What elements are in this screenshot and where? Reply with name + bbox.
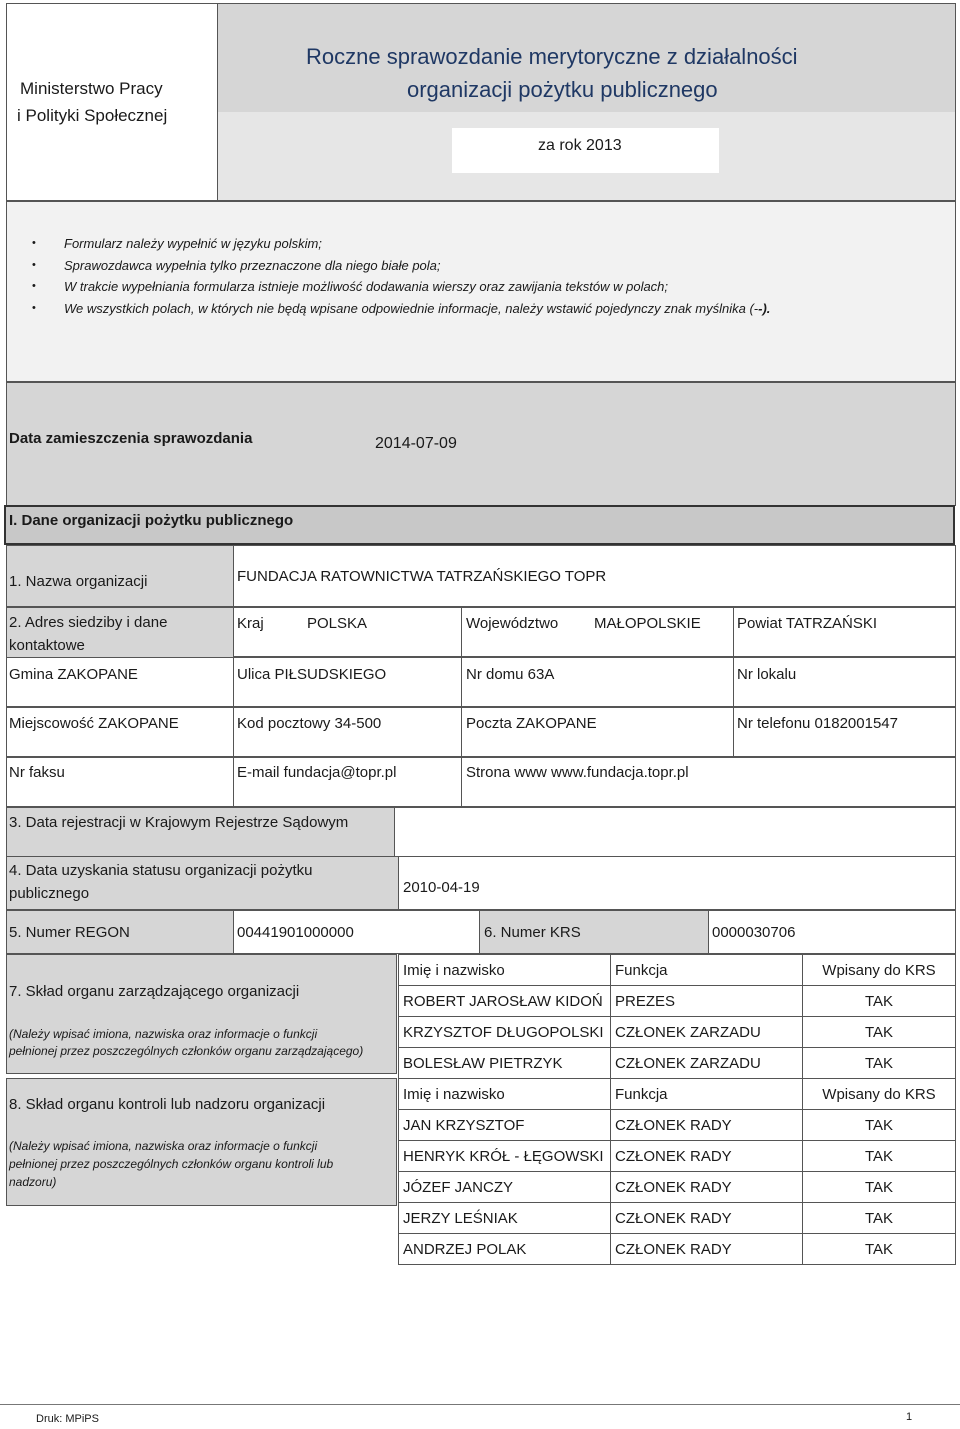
address-divider bbox=[733, 707, 734, 757]
country-label: Kraj bbox=[237, 615, 264, 632]
member-function[interactable]: CZŁONEK RADY bbox=[611, 1110, 803, 1141]
year-label: za rok 2013 bbox=[538, 137, 622, 154]
report-title-line2: organizacji pożytku publicznego bbox=[407, 77, 718, 102]
table-row bbox=[399, 1017, 956, 1048]
member-krs[interactable]: TAK bbox=[803, 986, 956, 1017]
supervisory-note-line1: (Należy wpisać imiona, nazwiska oraz informacje o funkcji bbox=[9, 1139, 318, 1153]
member-name[interactable]: ROBERT JAROSŁAW KIDOŃ bbox=[399, 986, 611, 1017]
table-row bbox=[399, 1110, 956, 1141]
voivodeship-label: Województwo bbox=[466, 615, 559, 632]
table-header-row bbox=[399, 955, 956, 986]
status-value-cell[interactable] bbox=[398, 856, 956, 910]
address-divider bbox=[461, 707, 462, 757]
member-krs[interactable]: TAK bbox=[803, 1234, 956, 1265]
krs-registration-label: 3. Data rejestracji w Krajowym Rejestrze Sądowym bbox=[9, 814, 349, 831]
member-function[interactable]: CZŁONEK RADY bbox=[611, 1203, 803, 1234]
member-krs[interactable]: TAK bbox=[803, 1048, 956, 1079]
member-krs[interactable]: TAK bbox=[803, 1203, 956, 1234]
instruction-item: • W trakcie wypełniania formularza istnieje możliwość dodawania wierszy oraz zawijania tekstów w polach; bbox=[32, 276, 770, 298]
krs-value: 0000030706 bbox=[712, 924, 796, 941]
address-divider bbox=[461, 757, 462, 807]
member-function[interactable]: CZŁONEK RADY bbox=[611, 1172, 803, 1203]
municipality-field: Gmina ZAKOPANE bbox=[9, 666, 138, 683]
board-note-line1: (Należy wpisać imiona, nazwiska oraz informacje o funkcji bbox=[9, 1027, 318, 1041]
member-krs[interactable]: TAK bbox=[803, 1172, 956, 1203]
regon-value: 00441901000000 bbox=[237, 924, 354, 941]
member-function[interactable]: CZŁONEK RADY bbox=[611, 1234, 803, 1265]
ministry-name-line1: Ministerstwo Pracy bbox=[20, 79, 163, 98]
member-name[interactable]: JERZY LEŚNIAK bbox=[399, 1203, 611, 1234]
publication-date-label: Data zamieszczenia sprawozdania bbox=[9, 430, 253, 447]
ministry-box bbox=[6, 3, 218, 201]
board-title: 7. Skład organu zarządzającego organizacji bbox=[9, 983, 300, 1000]
instruction-item: • Sprawozdawca wypełnia tylko przeznaczone dla niego białe pola; bbox=[32, 255, 770, 277]
supervisory-title: 8. Skład organu kontroli lub nadzoru organizacji bbox=[9, 1096, 326, 1113]
house-number-field: Nr domu 63A bbox=[466, 666, 555, 683]
board-note-line2: pełnionej przez poszczególnych członków organu zarządzającego) bbox=[9, 1044, 364, 1058]
instruction-item bbox=[32, 298, 770, 320]
city-field: Miejscowość ZAKOPANE bbox=[9, 715, 179, 732]
instruction-item: • Formularz należy wypełnić w języku polskim; bbox=[32, 233, 770, 255]
address-divider bbox=[233, 757, 234, 807]
member-name[interactable]: HENRYK KRÓŁ - ŁĘGOWSKI bbox=[399, 1141, 611, 1172]
address-divider bbox=[461, 607, 462, 657]
footer-print-label: Druk: MPiPS bbox=[36, 1413, 99, 1425]
member-krs[interactable]: TAK bbox=[803, 1141, 956, 1172]
instructions-list bbox=[32, 233, 770, 319]
footer-rule bbox=[0, 1404, 960, 1405]
street-field: Ulica PIŁSUDSKIEGO bbox=[237, 666, 387, 683]
instruction-text: We wszystkich polach, w których nie będą wpisane odpowiednie informacje, należy wstawić pojedynczy znak myślnika (- bbox=[64, 300, 759, 316]
org-name-label: 1. Nazwa organizacji bbox=[9, 573, 148, 590]
column-header: Wpisany do KRS bbox=[803, 955, 956, 986]
table-header-row bbox=[399, 1079, 956, 1110]
member-name[interactable]: JAN KRZYSZTOF bbox=[399, 1110, 611, 1141]
member-function[interactable]: CZŁONEK RADY bbox=[611, 1141, 803, 1172]
krs-registration-value-cell[interactable] bbox=[394, 807, 956, 857]
org-name-value: FUNDACJA RATOWNICTWA TATRZAŃSKIEGO TOPR bbox=[237, 568, 607, 585]
address-divider bbox=[461, 657, 462, 707]
member-name[interactable]: ANDRZEJ POLAK bbox=[399, 1234, 611, 1265]
ministry-name-line2: i Polityki Społecznej bbox=[17, 106, 168, 125]
column-header: Funkcja bbox=[611, 1079, 803, 1110]
member-name[interactable]: KRZYSZTOF DŁUGOPOLSKI bbox=[399, 1017, 611, 1048]
address-label-line1: 2. Adres siedziby i dane bbox=[9, 614, 168, 631]
address-divider bbox=[233, 707, 234, 757]
county-field: Powiat TATRZAŃSKI bbox=[737, 615, 878, 632]
publication-date-value: 2014-07-09 bbox=[375, 435, 457, 452]
section-title: I. Dane organizacji pożytku publicznego bbox=[9, 512, 294, 529]
status-label-line1: 4. Data uzyskania statusu organizacji pożytku bbox=[9, 862, 313, 879]
footer-page-number: 1 bbox=[906, 1411, 913, 1423]
instruction-dash: -). bbox=[758, 300, 771, 316]
address-divider bbox=[733, 657, 734, 707]
board-table bbox=[398, 954, 956, 1079]
column-header: Wpisany do KRS bbox=[803, 1079, 956, 1110]
website-field: Strona www www.fundacja.topr.pl bbox=[466, 764, 689, 781]
member-krs[interactable]: TAK bbox=[803, 1110, 956, 1141]
phone-field: Nr telefonu 0182001547 bbox=[737, 715, 898, 732]
postal-code-field: Kod pocztowy 34-500 bbox=[237, 715, 382, 732]
column-header: Imię i nazwisko bbox=[399, 1079, 611, 1110]
member-function[interactable]: PREZES bbox=[611, 986, 803, 1017]
regon-label: 5. Numer REGON bbox=[9, 924, 130, 941]
table-row bbox=[399, 986, 956, 1017]
member-function[interactable]: CZŁONEK ZARZADU bbox=[611, 1048, 803, 1079]
fax-field: Nr faksu bbox=[9, 764, 65, 781]
supervisory-table bbox=[398, 1078, 956, 1265]
member-krs[interactable]: TAK bbox=[803, 1017, 956, 1048]
apartment-number-field: Nr lokalu bbox=[737, 666, 797, 683]
status-label-line2: publicznego bbox=[9, 885, 90, 902]
address-divider bbox=[733, 607, 734, 657]
table-row bbox=[399, 1048, 956, 1079]
status-date-value: 2010-04-19 bbox=[403, 879, 480, 896]
table-row bbox=[399, 1234, 956, 1265]
voivodeship-value: MAŁOPOLSKIE bbox=[594, 615, 701, 632]
address-divider bbox=[233, 657, 234, 707]
table-row bbox=[399, 1141, 956, 1172]
member-name[interactable]: JÓZEF JANCZY bbox=[399, 1172, 611, 1203]
report-title-line1: Roczne sprawozdanie merytoryczne z działalności bbox=[306, 44, 798, 69]
column-header: Funkcja bbox=[611, 955, 803, 986]
member-function[interactable]: CZŁONEK ZARZADU bbox=[611, 1017, 803, 1048]
address-label-line2: kontaktowe bbox=[9, 637, 85, 654]
email-field: E-mail fundacja@topr.pl bbox=[237, 764, 397, 781]
member-name[interactable]: BOLESŁAW PIETRZYK bbox=[399, 1048, 611, 1079]
column-header: Imię i nazwisko bbox=[399, 955, 611, 986]
table-row bbox=[399, 1203, 956, 1234]
supervisory-note-line2: pełnionej przez poszczególnych członków organu kontroli lub bbox=[9, 1157, 334, 1171]
country-value: POLSKA bbox=[307, 615, 368, 632]
table-row bbox=[399, 1172, 956, 1203]
post-office-field: Poczta ZAKOPANE bbox=[466, 715, 597, 732]
supervisory-note-line3: nadzoru) bbox=[9, 1175, 57, 1189]
krs-label: 6. Numer KRS bbox=[484, 924, 581, 941]
